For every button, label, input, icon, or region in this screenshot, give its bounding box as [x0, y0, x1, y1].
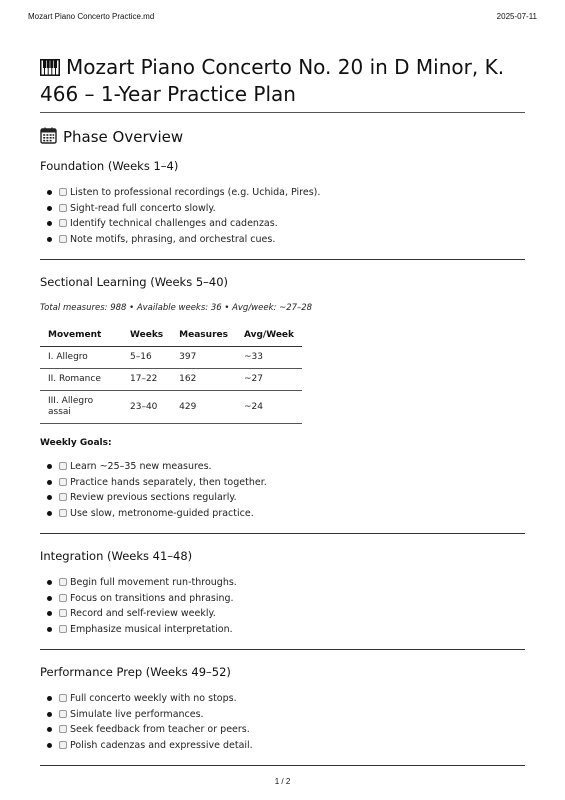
bullet: [47, 712, 52, 717]
phase-integration-heading: Integration (Weeks 41–48): [40, 549, 193, 563]
table-cell: 429: [171, 391, 236, 424]
checklist-item: [59, 606, 525, 622]
integration-checklist: [40, 575, 525, 637]
checkbox[interactable]: [59, 725, 67, 733]
column-header: Movement: [40, 325, 122, 347]
bullet: [47, 611, 52, 616]
bullet: [47, 727, 52, 732]
checklist-item: [59, 691, 525, 707]
checklist-item: [59, 216, 525, 232]
bullet: [47, 596, 52, 601]
checklist-item-text: Record and self-review weekly.: [70, 608, 216, 619]
checklist-item-text: Focus on transitions and phrasing.: [70, 592, 234, 604]
checklist-item-text: Seek feedback from teacher or peers.: [70, 724, 250, 735]
calendar-icon: [40, 127, 57, 148]
table-row: [40, 391, 302, 424]
bullet: [47, 511, 52, 516]
bullet: [47, 480, 52, 485]
checklist-item-text: Practice hands separately, then together.: [70, 476, 267, 488]
bullet: [47, 627, 52, 632]
checklist-item: [59, 475, 525, 491]
checkbox[interactable]: [59, 493, 67, 501]
table-cell: I. Allegro: [40, 347, 122, 369]
checklist-item: [59, 232, 525, 248]
phase-foundation: [40, 148, 525, 260]
checklist-item-text: Polish cadenzas and expressive detail.: [70, 739, 253, 751]
bullet: [47, 221, 52, 226]
checklist-item-text: Sight-read full concerto slowly.: [70, 202, 216, 214]
table-cell: ~27: [236, 369, 302, 391]
table-cell: ~33: [236, 347, 302, 369]
checkbox[interactable]: [59, 694, 67, 702]
checklist-item-text: Note motifs, phrasing, and orchestral cues.: [70, 233, 276, 245]
checklist-item-text: Simulate live performances.: [70, 708, 204, 720]
phase-sectional-heading: Sectional Learning (Weeks 5–40): [40, 275, 229, 289]
checkbox[interactable]: [59, 478, 67, 486]
bullet: [47, 580, 52, 585]
foundation-checklist: [40, 185, 525, 247]
checkbox[interactable]: [59, 219, 67, 227]
bullet: [47, 495, 52, 500]
checkbox[interactable]: [59, 204, 67, 212]
movement-table: [40, 325, 302, 424]
print-header: [28, 12, 537, 24]
checklist-item: [59, 722, 525, 738]
checkbox[interactable]: [59, 625, 67, 633]
checklist-item: [59, 622, 525, 638]
checklist-item: [59, 490, 525, 506]
phase-sectional: [40, 260, 525, 534]
page-number: 1 / 2: [274, 777, 291, 786]
checklist-item-text: Begin full movement run-throughs.: [70, 577, 237, 588]
phase-performance: [40, 650, 525, 766]
weekly-goals-label: Weekly Goals:: [40, 438, 112, 448]
document-body: [40, 55, 525, 766]
overview-heading-text: Phase Overview: [63, 128, 184, 146]
table-cell: 5–16: [122, 347, 171, 369]
table-row: [40, 347, 302, 369]
measure-summary: Total measures: 988 • Available weeks: 36 • Avg/week: ~27–28: [40, 303, 313, 313]
checklist-item: [59, 738, 525, 754]
bullet: [47, 237, 52, 242]
table-cell: 23–40: [122, 391, 171, 424]
table-cell: 162: [171, 369, 236, 391]
phase-integration: [40, 534, 525, 650]
checklist-item-text: Identify technical challenges and cadenzas.: [70, 218, 278, 229]
checklist-item: [59, 506, 525, 522]
checkbox[interactable]: [59, 235, 67, 243]
phase-performance-heading: Performance Prep (Weeks 49–52): [40, 665, 231, 679]
page-title-text: Mozart Piano Concerto No. 20 in D Minor, K. 466 – 1-Year Practice Plan: [40, 55, 505, 106]
checklist-item-text: Listen to professional recordings (e.g. Uchida, Pires).: [70, 187, 321, 198]
table-row: [40, 369, 302, 391]
column-header: Weeks: [122, 325, 171, 347]
table-header-row: [40, 325, 302, 347]
checklist-item-text: Learn ~25–35 new measures.: [70, 461, 212, 472]
piano-keyboard-icon: [40, 57, 60, 82]
performance-checklist: [40, 691, 525, 753]
column-header: Measures: [171, 325, 236, 347]
checkbox[interactable]: [59, 710, 67, 718]
checkbox[interactable]: [59, 594, 67, 602]
checklist-item: [59, 591, 525, 607]
checkbox[interactable]: [59, 609, 67, 617]
table-cell: 397: [171, 347, 236, 369]
table-cell: 17–22: [122, 369, 171, 391]
print-filename: Mozart Piano Concerto Practice.md: [28, 12, 155, 21]
checkbox[interactable]: [59, 188, 67, 196]
phase-foundation-heading: Foundation (Weeks 1–4): [40, 159, 179, 173]
bullet: [47, 696, 52, 701]
checklist-item: [59, 185, 525, 201]
table-cell: II. Romance: [40, 369, 122, 391]
checklist-item: [59, 201, 525, 217]
print-date: 2025-07-11: [496, 12, 537, 21]
checklist-item-text: Full concerto weekly with no stops.: [70, 693, 237, 704]
checklist-item-text: Use slow, metronome-guided practice.: [70, 507, 254, 519]
bullet: [47, 743, 52, 748]
checkbox[interactable]: [59, 578, 67, 586]
bullet: [47, 190, 52, 195]
checkbox[interactable]: [59, 741, 67, 749]
table-cell: ~24: [236, 391, 302, 424]
page-title: [40, 55, 525, 113]
checkbox[interactable]: [59, 462, 67, 470]
bullet: [47, 206, 52, 211]
table-cell: III. Allegro assai: [40, 391, 122, 424]
checklist-item: [59, 459, 525, 475]
checklist-item: [59, 707, 525, 723]
checklist-item-text: Review previous sections regularly.: [70, 492, 237, 503]
checklist-item-text: Emphasize musical interpretation.: [70, 623, 233, 635]
overview-heading: [40, 127, 525, 148]
bullet: [47, 464, 52, 469]
checklist-item: [59, 575, 525, 591]
checkbox[interactable]: [59, 509, 67, 517]
weekly-goals-checklist: [40, 459, 525, 521]
column-header: Avg/Week: [236, 325, 302, 347]
